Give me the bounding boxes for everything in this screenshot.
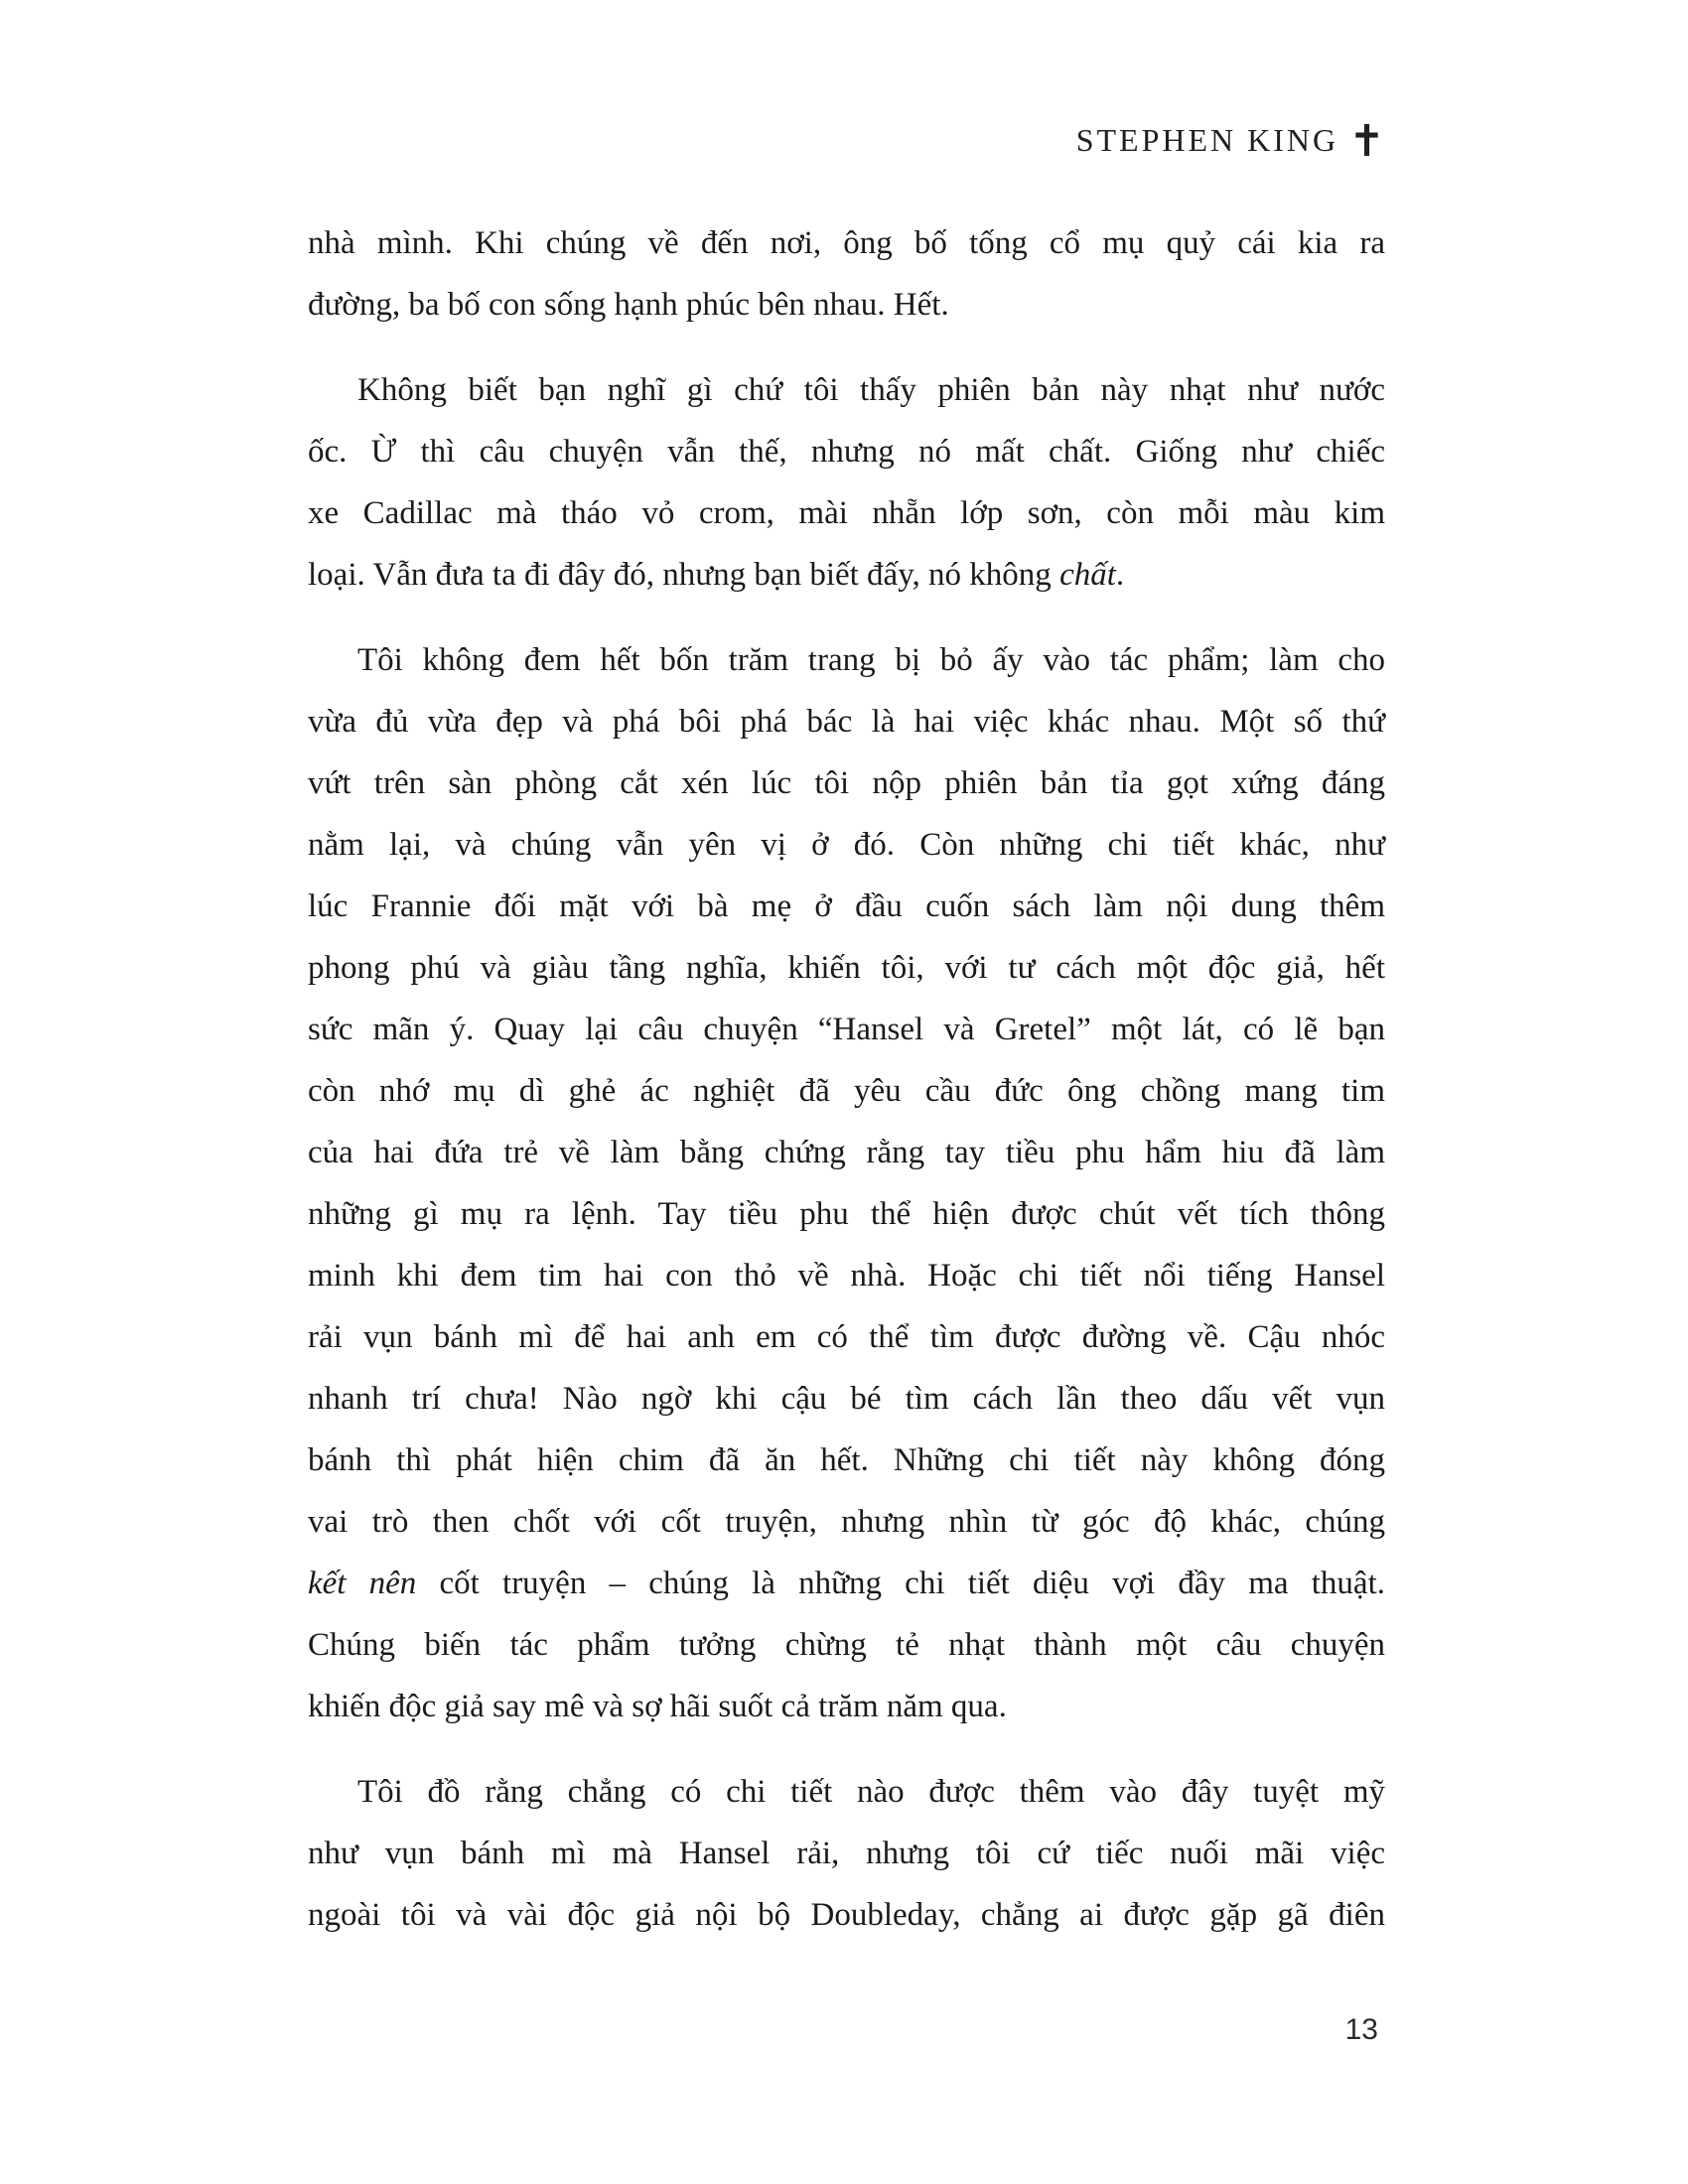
text-line: [308, 1060, 1385, 1122]
text-segment: rải vụn bánh mì để hai anh em có thể tìm được đường về. Cậu nhóc: [308, 1319, 1385, 1355]
text-line: [308, 1430, 1385, 1491]
text-segment: kết nên: [308, 1566, 417, 1601]
text-line: [308, 1183, 1385, 1245]
text-line: [308, 1884, 1385, 1946]
text-segment: .: [1115, 557, 1125, 593]
text-line: [308, 1614, 1385, 1676]
text-line: [308, 421, 1385, 482]
text-segment: nhà mình. Khi chúng về đến nơi, ông bố tống cổ mụ quỷ cái kia ra: [308, 225, 1385, 261]
text-line: [308, 212, 1385, 274]
text-segment: còn nhớ mụ dì ghẻ ác nghiệt đã yêu cầu đức ông chồng mang tim: [308, 1073, 1385, 1109]
text-line: [308, 876, 1385, 937]
text-line: [308, 1368, 1385, 1430]
text-line: [308, 1553, 1385, 1614]
text-line: [308, 274, 1385, 336]
text-segment: Tôi không đem hết bốn trăm trang bị bỏ ấy vào tác phẩm; làm cho: [357, 642, 1385, 678]
paragraph: [308, 1761, 1385, 1946]
paragraph: [308, 359, 1385, 606]
text-segment: minh khi đem tim hai con thỏ về nhà. Hoặc chi tiết nổi tiếng Hansel: [308, 1258, 1385, 1294]
text-segment: vứt trên sàn phòng cắt xén lúc tôi nộp phiên bản tỉa gọt xứng đáng: [308, 765, 1385, 801]
text-segment: vừa đủ vừa đẹp và phá bôi phá bác là hai việc khác nhau. Một số thứ: [308, 704, 1385, 740]
text-line: [308, 1823, 1385, 1884]
text-segment: sức mãn ý. Quay lại câu chuyện “Hansel và Gretel” một lát, có lẽ bạn: [308, 1012, 1385, 1047]
text-segment: chất: [1059, 557, 1116, 593]
text-segment: như vụn bánh mì mà Hansel rải, nhưng tôi cứ tiếc nuối mãi việc: [308, 1836, 1385, 1871]
text-segment: bánh thì phát hiện chim đã ăn hết. Những chi tiết này không đóng: [308, 1442, 1385, 1478]
text-line: [308, 629, 1385, 691]
text-segment: lúc Frannie đối mặt với bà mẹ ở đầu cuốn sách làm nội dung thêm: [308, 888, 1385, 924]
paragraph: [308, 629, 1385, 1737]
text-line: [308, 691, 1385, 752]
text-segment: ốc. Ừ thì câu chuyện vẫn thế, nhưng nó mất chất. Giống như chiếc: [308, 434, 1385, 470]
text-line: [308, 752, 1385, 814]
paragraph: [308, 212, 1385, 336]
text-segment: phong phú và giàu tầng nghĩa, khiến tôi, với tư cách một độc giả, hết: [308, 950, 1385, 986]
text-line: [308, 1491, 1385, 1553]
text-line: [308, 814, 1385, 876]
text-line: [308, 937, 1385, 999]
text-segment: Không biết bạn nghĩ gì chứ tôi thấy phiên bản này nhạt như nước: [357, 372, 1385, 408]
running-header: [308, 111, 1385, 167]
cross-icon: ✝: [1348, 116, 1385, 167]
text-segment: nhanh trí chưa! Nào ngờ khi cậu bé tìm cách lần theo dấu vết vụn: [308, 1381, 1385, 1417]
text-line: [308, 482, 1385, 544]
text-segment: nằm lại, và chúng vẫn yên vị ở đó. Còn những chi tiết khác, như: [308, 827, 1385, 863]
text-line: [308, 999, 1385, 1060]
text-segment: xe Cadillac mà tháo vỏ crom, mài nhẵn lớp sơn, còn mỗi màu kim: [308, 495, 1385, 531]
text-line: [308, 1122, 1385, 1183]
text-segment: loại. Vẫn đưa ta đi đây đó, nhưng bạn biết đấy, nó không: [308, 557, 1060, 593]
text-line: [308, 544, 1385, 606]
text-line: [308, 1245, 1385, 1306]
text-line: [308, 1676, 1385, 1737]
text-segment: của hai đứa trẻ về làm bằng chứng rằng tay tiều phu hẩm hiu đã làm: [308, 1135, 1385, 1170]
text-segment: Tôi đồ rằng chẳng có chi tiết nào được thêm vào đây tuyệt mỹ: [357, 1774, 1385, 1810]
header-author: STEPHEN KING: [1075, 122, 1339, 158]
page-number: 13: [1344, 2013, 1378, 2046]
text-segment: khiến độc giả say mê và sợ hãi suốt cả trăm năm qua.: [308, 1689, 1007, 1724]
text-line: [308, 359, 1385, 421]
text-segment: Chúng biến tác phẩm tưởng chừng tẻ nhạt thành một câu chuyện: [308, 1627, 1385, 1663]
text-segment: những gì mụ ra lệnh. Tay tiều phu thể hiện được chút vết tích thông: [308, 1196, 1385, 1232]
text-segment: đường, ba bố con sống hạnh phúc bên nhau. Hết.: [308, 287, 949, 323]
text-segment: ngoài tôi và vài độc giả nội bộ Doubleday, chẳng ai được gặp gã điên: [308, 1897, 1385, 1933]
text-line: [308, 1761, 1385, 1823]
text-line: [308, 1306, 1385, 1368]
text-segment: vai trò then chốt với cốt truyện, nhưng nhìn từ góc độ khác, chúng: [308, 1504, 1385, 1540]
page-body: [308, 212, 1385, 1946]
text-segment: cốt truyện – chúng là những chi tiết diệu vợi đầy ma thuật.: [416, 1566, 1385, 1601]
